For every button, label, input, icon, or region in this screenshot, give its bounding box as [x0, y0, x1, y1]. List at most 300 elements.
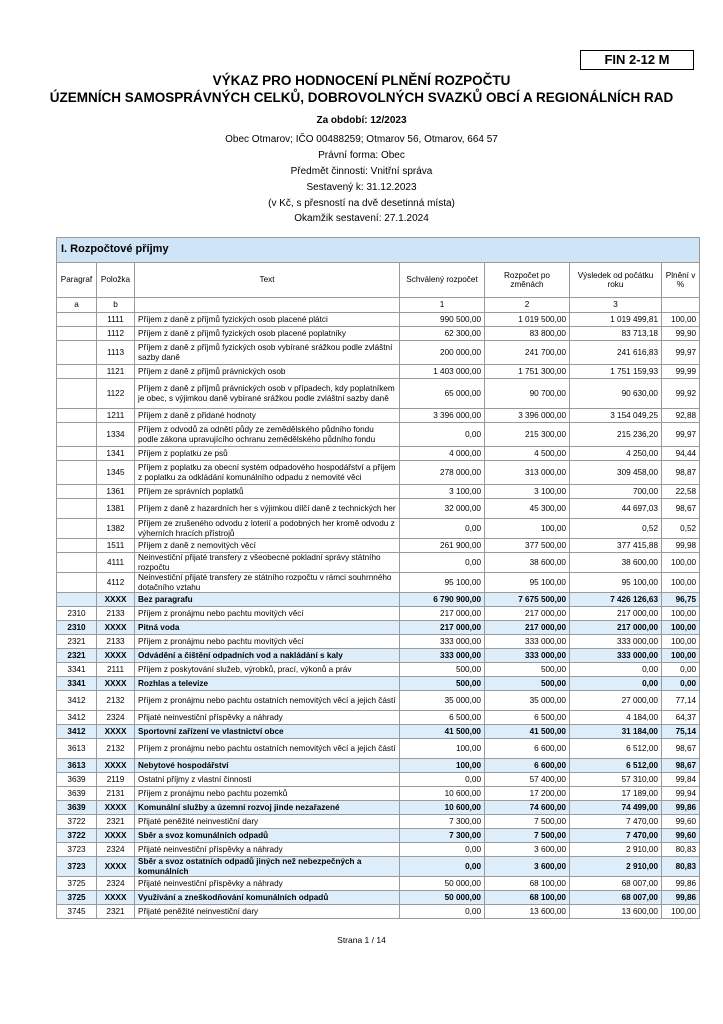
- plneni-cell: 98,67: [662, 759, 700, 773]
- report-title-line2: ÚZEMNÍCH SAMOSPRÁVNÝCH CELKŮ, DOBROVOLNÝCH SVAZKŮ OBCÍ A REGIONÁLNÍCH RAD: [49, 90, 674, 105]
- plneni-cell: 98,67: [662, 499, 700, 519]
- po-zmenach-cell: 313 000,00: [485, 461, 570, 485]
- po-zmenach-cell: 95 100,00: [485, 573, 570, 593]
- po-zmenach-cell: 333 000,00: [485, 635, 570, 649]
- plneni-cell: 100,00: [662, 635, 700, 649]
- plneni-cell: 80,83: [662, 857, 700, 877]
- polozka-cell: 1112: [97, 327, 135, 341]
- schvaleny-cell: 0,00: [400, 423, 485, 447]
- text-cell: Přijaté peněžité neinvestiční dary: [135, 905, 400, 919]
- plneni-cell: 99,86: [662, 801, 700, 815]
- table-row: [57, 499, 700, 519]
- paragraf-cell: [57, 423, 97, 447]
- plneni-cell: 99,94: [662, 787, 700, 801]
- text-cell: Příjem z pronájmu nebo pachtu movitých věcí: [135, 607, 400, 621]
- col-index: 2: [485, 298, 570, 313]
- text-cell: Příjem z daně z příjmů právnických osob: [135, 365, 400, 379]
- text-cell: Rozhlas a televize: [135, 677, 400, 691]
- plneni-cell: 99,92: [662, 379, 700, 409]
- text-cell: Bez paragrafu: [135, 593, 400, 607]
- vysledek-cell: 4 250,00: [570, 447, 662, 461]
- vysledek-cell: 74 499,00: [570, 801, 662, 815]
- polozka-cell: XXXX: [97, 677, 135, 691]
- vysledek-cell: 309 458,00: [570, 461, 662, 485]
- text-cell: Odvádění a čištění odpadních vod a nakládání s kaly: [135, 649, 400, 663]
- table-row: [57, 539, 700, 553]
- text-cell: Sportovní zařízení ve vlastnictví obce: [135, 725, 400, 739]
- polozka-cell: 1381: [97, 499, 135, 519]
- schvaleny-cell: 4 000,00: [400, 447, 485, 461]
- po-zmenach-cell: 100,00: [485, 519, 570, 539]
- schvaleny-cell: 200 000,00: [400, 341, 485, 365]
- plneni-cell: 100,00: [662, 313, 700, 327]
- text-cell: Přijaté neinvestiční příspěvky a náhrady: [135, 877, 400, 891]
- po-zmenach-cell: 38 600,00: [485, 553, 570, 573]
- vysledek-cell: 377 415,88: [570, 539, 662, 553]
- po-zmenach-cell: 241 700,00: [485, 341, 570, 365]
- polozka-cell: 1361: [97, 485, 135, 499]
- plneni-cell: 99,97: [662, 341, 700, 365]
- table-row-subtotal: [57, 857, 700, 877]
- paragraf-cell: [57, 447, 97, 461]
- polozka-cell: 1111: [97, 313, 135, 327]
- plneni-cell: 64,37: [662, 711, 700, 725]
- schvaleny-cell: 261 900,00: [400, 539, 485, 553]
- paragraf-cell: [57, 519, 97, 539]
- vysledek-cell: 333 000,00: [570, 649, 662, 663]
- polozka-cell: XXXX: [97, 857, 135, 877]
- text-cell: Příjem z pronájmu nebo pachtu movitých věcí: [135, 635, 400, 649]
- vysledek-cell: 0,00: [570, 663, 662, 677]
- po-zmenach-cell: 7 675 500,00: [485, 593, 570, 607]
- polozka-cell: XXXX: [97, 649, 135, 663]
- vysledek-cell: 83 713,18: [570, 327, 662, 341]
- vysledek-cell: 31 184,00: [570, 725, 662, 739]
- po-zmenach-cell: 41 500,00: [485, 725, 570, 739]
- paragraf-cell: [57, 593, 97, 607]
- schvaleny-cell: 50 000,00: [400, 877, 485, 891]
- schvaleny-cell: 0,00: [400, 843, 485, 857]
- col-header-schvaleny: Schválený rozpočet: [400, 263, 485, 298]
- polozka-cell: 4111: [97, 553, 135, 573]
- po-zmenach-cell: 3 100,00: [485, 485, 570, 499]
- paragraf-cell: 3725: [57, 891, 97, 905]
- plneni-cell: 80,83: [662, 843, 700, 857]
- text-cell: Příjem z poplatku ze psů: [135, 447, 400, 461]
- col-header-plneni: Plnění v %: [662, 263, 700, 298]
- text-cell: Sběr a svoz komunálních odpadů: [135, 829, 400, 843]
- text-cell: Příjem z daně z příjmů fyzických osob placené poplatníky: [135, 327, 400, 341]
- table-row: [57, 327, 700, 341]
- schvaleny-cell: 10 600,00: [400, 801, 485, 815]
- plneni-cell: 92,88: [662, 409, 700, 423]
- po-zmenach-cell: 500,00: [485, 677, 570, 691]
- text-cell: Příjem z daně z příjmů právnických osob v případech, kdy poplatníkem je obec, s výjimkou daně vybírané srážkou podle zvláštní sazby daně: [135, 379, 400, 409]
- paragraf-cell: [57, 409, 97, 423]
- paragraf-cell: 2321: [57, 635, 97, 649]
- text-cell: Neinvestiční přijaté transfery ze státního rozpočtu v rámci souhrnného dotačního vztahu: [135, 573, 400, 593]
- po-zmenach-cell: 333 000,00: [485, 649, 570, 663]
- col-header-po-zmenach: Rozpočet po změnách: [485, 263, 570, 298]
- compiled-moment: Okamžik sestavení: 27.1.2024: [294, 213, 429, 224]
- page-number: Strana 1 / 14: [337, 935, 386, 945]
- paragraf-cell: [57, 365, 97, 379]
- schvaleny-cell: 217 000,00: [400, 607, 485, 621]
- polozka-cell: 2324: [97, 843, 135, 857]
- paragraf-cell: [57, 553, 97, 573]
- col-header-text: Text: [135, 263, 400, 298]
- table-row: [57, 519, 700, 539]
- table-row-subtotal: [57, 829, 700, 843]
- table-row-subtotal: [57, 677, 700, 691]
- text-cell: Přijaté neinvestiční příspěvky a náhrady: [135, 843, 400, 857]
- schvaleny-cell: 3 100,00: [400, 485, 485, 499]
- schvaleny-cell: 41 500,00: [400, 725, 485, 739]
- col-index: 3: [570, 298, 662, 313]
- paragraf-cell: 3639: [57, 787, 97, 801]
- po-zmenach-cell: 3 600,00: [485, 857, 570, 877]
- table-row: [57, 379, 700, 409]
- vysledek-cell: 3 154 049,25: [570, 409, 662, 423]
- section-title: I. Rozpočtové příjmy: [57, 238, 700, 263]
- table-row: [57, 573, 700, 593]
- table-row-subtotal: [57, 891, 700, 905]
- vysledek-cell: 7 470,00: [570, 829, 662, 843]
- schvaleny-cell: 500,00: [400, 677, 485, 691]
- vysledek-cell: 241 616,83: [570, 341, 662, 365]
- vysledek-cell: 0,52: [570, 519, 662, 539]
- polozka-cell: 1113: [97, 341, 135, 365]
- vysledek-cell: 0,00: [570, 677, 662, 691]
- polozka-cell: 2324: [97, 711, 135, 725]
- plneni-cell: 99,90: [662, 327, 700, 341]
- schvaleny-cell: 3 396 000,00: [400, 409, 485, 423]
- table-row-subtotal: [57, 759, 700, 773]
- polozka-cell: 2111: [97, 663, 135, 677]
- text-cell: Příjem z pronájmu nebo pachtu ostatních nemovitých věcí a jejich částí: [135, 739, 400, 759]
- paragraf-cell: [57, 485, 97, 499]
- po-zmenach-cell: 7 500,00: [485, 829, 570, 843]
- table-row: [57, 739, 700, 759]
- col-index: [135, 298, 400, 313]
- polozka-cell: 1334: [97, 423, 135, 447]
- po-zmenach-cell: 45 300,00: [485, 499, 570, 519]
- schvaleny-cell: 217 000,00: [400, 621, 485, 635]
- paragraf-cell: 3725: [57, 877, 97, 891]
- plneni-cell: 99,86: [662, 891, 700, 905]
- polozka-cell: 2321: [97, 815, 135, 829]
- schvaleny-cell: 62 300,00: [400, 327, 485, 341]
- po-zmenach-cell: 83 800,00: [485, 327, 570, 341]
- schvaleny-cell: 100,00: [400, 759, 485, 773]
- po-zmenach-cell: 6 600,00: [485, 739, 570, 759]
- legal-form: Právní forma: Obec: [318, 150, 405, 161]
- table-row: [57, 711, 700, 725]
- text-cell: Příjem z daně z příjmů fyzických osob vybírané srážkou podle zvláštní sazby daně: [135, 341, 400, 365]
- po-zmenach-cell: 68 100,00: [485, 877, 570, 891]
- plneni-cell: 75,14: [662, 725, 700, 739]
- polozka-cell: 1122: [97, 379, 135, 409]
- paragraf-cell: 3723: [57, 857, 97, 877]
- po-zmenach-cell: 7 500,00: [485, 815, 570, 829]
- plneni-cell: 0,52: [662, 519, 700, 539]
- schvaleny-cell: 35 000,00: [400, 691, 485, 711]
- po-zmenach-cell: 4 500,00: [485, 447, 570, 461]
- vysledek-cell: 700,00: [570, 485, 662, 499]
- revenue-table: [56, 237, 700, 919]
- text-cell: Neinvestiční přijaté transfery z všeobecné pokladní správy státního rozpočtu: [135, 553, 400, 573]
- schvaleny-cell: 0,00: [400, 773, 485, 787]
- vysledek-cell: 6 512,00: [570, 759, 662, 773]
- po-zmenach-cell: 500,00: [485, 663, 570, 677]
- vysledek-cell: 333 000,00: [570, 635, 662, 649]
- schvaleny-cell: 278 000,00: [400, 461, 485, 485]
- text-cell: Pitná voda: [135, 621, 400, 635]
- po-zmenach-cell: 90 700,00: [485, 379, 570, 409]
- paragraf-cell: 2310: [57, 621, 97, 635]
- po-zmenach-cell: 6 600,00: [485, 759, 570, 773]
- polozka-cell: XXXX: [97, 725, 135, 739]
- text-cell: Příjem ze správních poplatků: [135, 485, 400, 499]
- schvaleny-cell: 1 403 000,00: [400, 365, 485, 379]
- polozka-cell: 4112: [97, 573, 135, 593]
- org-info: Obec Otmarov; IČO 00488259; Otmarov 56, Otmarov, 664 57: [225, 134, 498, 145]
- table-row: [57, 905, 700, 919]
- polozka-cell: 1511: [97, 539, 135, 553]
- text-cell: Nebytové hospodářství: [135, 759, 400, 773]
- paragraf-cell: 3745: [57, 905, 97, 919]
- schvaleny-cell: 333 000,00: [400, 649, 485, 663]
- paragraf-cell: 2310: [57, 607, 97, 621]
- polozka-cell: XXXX: [97, 621, 135, 635]
- plneni-cell: 100,00: [662, 573, 700, 593]
- col-header-vysledek: Výsledek od počátku roku: [570, 263, 662, 298]
- polozka-cell: XXXX: [97, 593, 135, 607]
- schvaleny-cell: 7 300,00: [400, 829, 485, 843]
- schvaleny-cell: 65 000,00: [400, 379, 485, 409]
- table-row: [57, 313, 700, 327]
- vysledek-cell: 17 189,00: [570, 787, 662, 801]
- vysledek-cell: 6 512,00: [570, 739, 662, 759]
- schvaleny-cell: 100,00: [400, 739, 485, 759]
- polozka-cell: 2132: [97, 739, 135, 759]
- table-row-subtotal: [57, 725, 700, 739]
- text-cell: Ostatní příjmy z vlastní činnosti: [135, 773, 400, 787]
- po-zmenach-cell: 74 600,00: [485, 801, 570, 815]
- table-row: [57, 635, 700, 649]
- vysledek-cell: 57 310,00: [570, 773, 662, 787]
- text-cell: Přijaté peněžité neinvestiční dary: [135, 815, 400, 829]
- polozka-cell: 1121: [97, 365, 135, 379]
- paragraf-cell: [57, 327, 97, 341]
- vysledek-cell: 2 910,00: [570, 857, 662, 877]
- vysledek-cell: 95 100,00: [570, 573, 662, 593]
- paragraf-cell: 3341: [57, 677, 97, 691]
- vysledek-cell: 1 019 499,81: [570, 313, 662, 327]
- table-row: [57, 447, 700, 461]
- plneni-cell: 99,60: [662, 829, 700, 843]
- schvaleny-cell: 6 790 900,00: [400, 593, 485, 607]
- plneni-cell: 0,00: [662, 677, 700, 691]
- plneni-cell: 98,87: [662, 461, 700, 485]
- plneni-cell: 99,97: [662, 423, 700, 447]
- table-row: [57, 341, 700, 365]
- po-zmenach-cell: 3 396 000,00: [485, 409, 570, 423]
- paragraf-cell: [57, 539, 97, 553]
- polozka-cell: XXXX: [97, 759, 135, 773]
- paragraf-cell: 3412: [57, 725, 97, 739]
- polozka-cell: 1341: [97, 447, 135, 461]
- polozka-cell: XXXX: [97, 891, 135, 905]
- table-row-subtotal: [57, 593, 700, 607]
- paragraf-cell: 3613: [57, 739, 97, 759]
- paragraf-cell: 2321: [57, 649, 97, 663]
- paragraf-cell: [57, 499, 97, 519]
- report-title-line1: VÝKAZ PRO HODNOCENÍ PLNĚNÍ ROZPOČTU: [212, 73, 511, 88]
- vysledek-cell: 1 751 159,93: [570, 365, 662, 379]
- vysledek-cell: 68 007,00: [570, 891, 662, 905]
- text-cell: Příjem z daně z přidané hodnoty: [135, 409, 400, 423]
- plneni-cell: 99,84: [662, 773, 700, 787]
- text-cell: Přijaté neinvestiční příspěvky a náhrady: [135, 711, 400, 725]
- vysledek-cell: 217 000,00: [570, 607, 662, 621]
- plneni-cell: 100,00: [662, 607, 700, 621]
- plneni-cell: 99,60: [662, 815, 700, 829]
- table-row: [57, 691, 700, 711]
- paragraf-cell: 3639: [57, 801, 97, 815]
- schvaleny-cell: 6 500,00: [400, 711, 485, 725]
- schvaleny-cell: 0,00: [400, 905, 485, 919]
- currency-note: (v Kč, s přesností na dvě desetinná místa): [268, 198, 455, 209]
- polozka-cell: XXXX: [97, 829, 135, 843]
- schvaleny-cell: 32 000,00: [400, 499, 485, 519]
- text-cell: Příjem z daně z nemovitých věcí: [135, 539, 400, 553]
- form-code: FIN 2-12 M: [580, 50, 694, 70]
- table-row: [57, 553, 700, 573]
- polozka-cell: 2133: [97, 635, 135, 649]
- paragraf-cell: 3341: [57, 663, 97, 677]
- paragraf-cell: [57, 341, 97, 365]
- schvaleny-cell: 95 100,00: [400, 573, 485, 593]
- table-row-subtotal: [57, 801, 700, 815]
- paragraf-cell: 3639: [57, 773, 97, 787]
- paragraf-cell: [57, 573, 97, 593]
- paragraf-cell: 3412: [57, 711, 97, 725]
- po-zmenach-cell: 217 000,00: [485, 621, 570, 635]
- paragraf-cell: 3722: [57, 815, 97, 829]
- vysledek-cell: 27 000,00: [570, 691, 662, 711]
- report-period: Za období: 12/2023: [316, 115, 407, 126]
- text-cell: Příjem z odvodů za odnětí půdy ze zemědělského půdního fondu podle zákona upravujícího ochranu zemědělského půdního fondu: [135, 423, 400, 447]
- col-index: b: [97, 298, 135, 313]
- text-cell: Využívání a zneškodňování komunálních odpadů: [135, 891, 400, 905]
- po-zmenach-cell: 68 100,00: [485, 891, 570, 905]
- polozka-cell: XXXX: [97, 801, 135, 815]
- schvaleny-cell: 50 000,00: [400, 891, 485, 905]
- paragraf-cell: [57, 379, 97, 409]
- text-cell: Příjem z poskytování služeb, výrobků, prací, výkonů a práv: [135, 663, 400, 677]
- polozka-cell: 2133: [97, 607, 135, 621]
- po-zmenach-cell: 1 019 500,00: [485, 313, 570, 327]
- col-header-paragraf: Paragraf: [57, 263, 97, 298]
- polozka-cell: 2321: [97, 905, 135, 919]
- plneni-cell: 96,75: [662, 593, 700, 607]
- vysledek-cell: 7 426 126,63: [570, 593, 662, 607]
- vysledek-cell: 7 470,00: [570, 815, 662, 829]
- po-zmenach-cell: 6 500,00: [485, 711, 570, 725]
- compiled-date: Sestavený k: 31.12.2023: [306, 182, 417, 193]
- table-row: [57, 409, 700, 423]
- polozka-cell: 2131: [97, 787, 135, 801]
- vysledek-cell: 90 630,00: [570, 379, 662, 409]
- polozka-cell: 2132: [97, 691, 135, 711]
- col-index: a: [57, 298, 97, 313]
- table-row: [57, 365, 700, 379]
- vysledek-cell: 13 600,00: [570, 905, 662, 919]
- table-row-subtotal: [57, 649, 700, 663]
- po-zmenach-cell: 17 200,00: [485, 787, 570, 801]
- vysledek-cell: 217 000,00: [570, 621, 662, 635]
- table-row: [57, 815, 700, 829]
- schvaleny-cell: 0,00: [400, 857, 485, 877]
- plneni-cell: 99,98: [662, 539, 700, 553]
- polozka-cell: 1382: [97, 519, 135, 539]
- paragraf-cell: 3722: [57, 829, 97, 843]
- table-row: [57, 485, 700, 499]
- table-row: [57, 461, 700, 485]
- table-row-subtotal: [57, 621, 700, 635]
- paragraf-cell: 3412: [57, 691, 97, 711]
- schvaleny-cell: 500,00: [400, 663, 485, 677]
- text-cell: Příjem z daně z hazardních her s výjimkou dílčí daně z technických her: [135, 499, 400, 519]
- schvaleny-cell: 0,00: [400, 519, 485, 539]
- schvaleny-cell: 333 000,00: [400, 635, 485, 649]
- schvaleny-cell: 7 300,00: [400, 815, 485, 829]
- text-cell: Příjem ze zrušeného odvodu z loterií a podobných her kromě odvodu z výherních hracích přístrojů: [135, 519, 400, 539]
- plneni-cell: 100,00: [662, 905, 700, 919]
- plneni-cell: 94,44: [662, 447, 700, 461]
- po-zmenach-cell: 35 000,00: [485, 691, 570, 711]
- plneni-cell: 22,58: [662, 485, 700, 499]
- vysledek-cell: 4 184,00: [570, 711, 662, 725]
- table-row: [57, 607, 700, 621]
- table-row: [57, 787, 700, 801]
- text-cell: Příjem z pronájmu nebo pachtu ostatních nemovitých věcí a jejich částí: [135, 691, 400, 711]
- paragraf-cell: [57, 313, 97, 327]
- col-header-polozka: Položka: [97, 263, 135, 298]
- text-cell: Sběr a svoz ostatních odpadů jiných než nebezpečných a komunálních: [135, 857, 400, 877]
- text-cell: Příjem z daně z příjmů fyzických osob placené plátci: [135, 313, 400, 327]
- vysledek-cell: 44 697,03: [570, 499, 662, 519]
- plneni-cell: 100,00: [662, 621, 700, 635]
- polozka-cell: 2119: [97, 773, 135, 787]
- po-zmenach-cell: 217 000,00: [485, 607, 570, 621]
- plneni-cell: 98,67: [662, 739, 700, 759]
- paragraf-cell: 3613: [57, 759, 97, 773]
- polozka-cell: 2324: [97, 877, 135, 891]
- table-row: [57, 877, 700, 891]
- po-zmenach-cell: 3 600,00: [485, 843, 570, 857]
- vysledek-cell: 2 910,00: [570, 843, 662, 857]
- vysledek-cell: 215 236,20: [570, 423, 662, 447]
- plneni-cell: 0,00: [662, 663, 700, 677]
- text-cell: Komunální služby a územní rozvoj jinde nezařazené: [135, 801, 400, 815]
- paragraf-cell: 3723: [57, 843, 97, 857]
- schvaleny-cell: 0,00: [400, 553, 485, 573]
- po-zmenach-cell: 13 600,00: [485, 905, 570, 919]
- po-zmenach-cell: 1 751 300,00: [485, 365, 570, 379]
- text-cell: Příjem z pronájmu nebo pachtu pozemků: [135, 787, 400, 801]
